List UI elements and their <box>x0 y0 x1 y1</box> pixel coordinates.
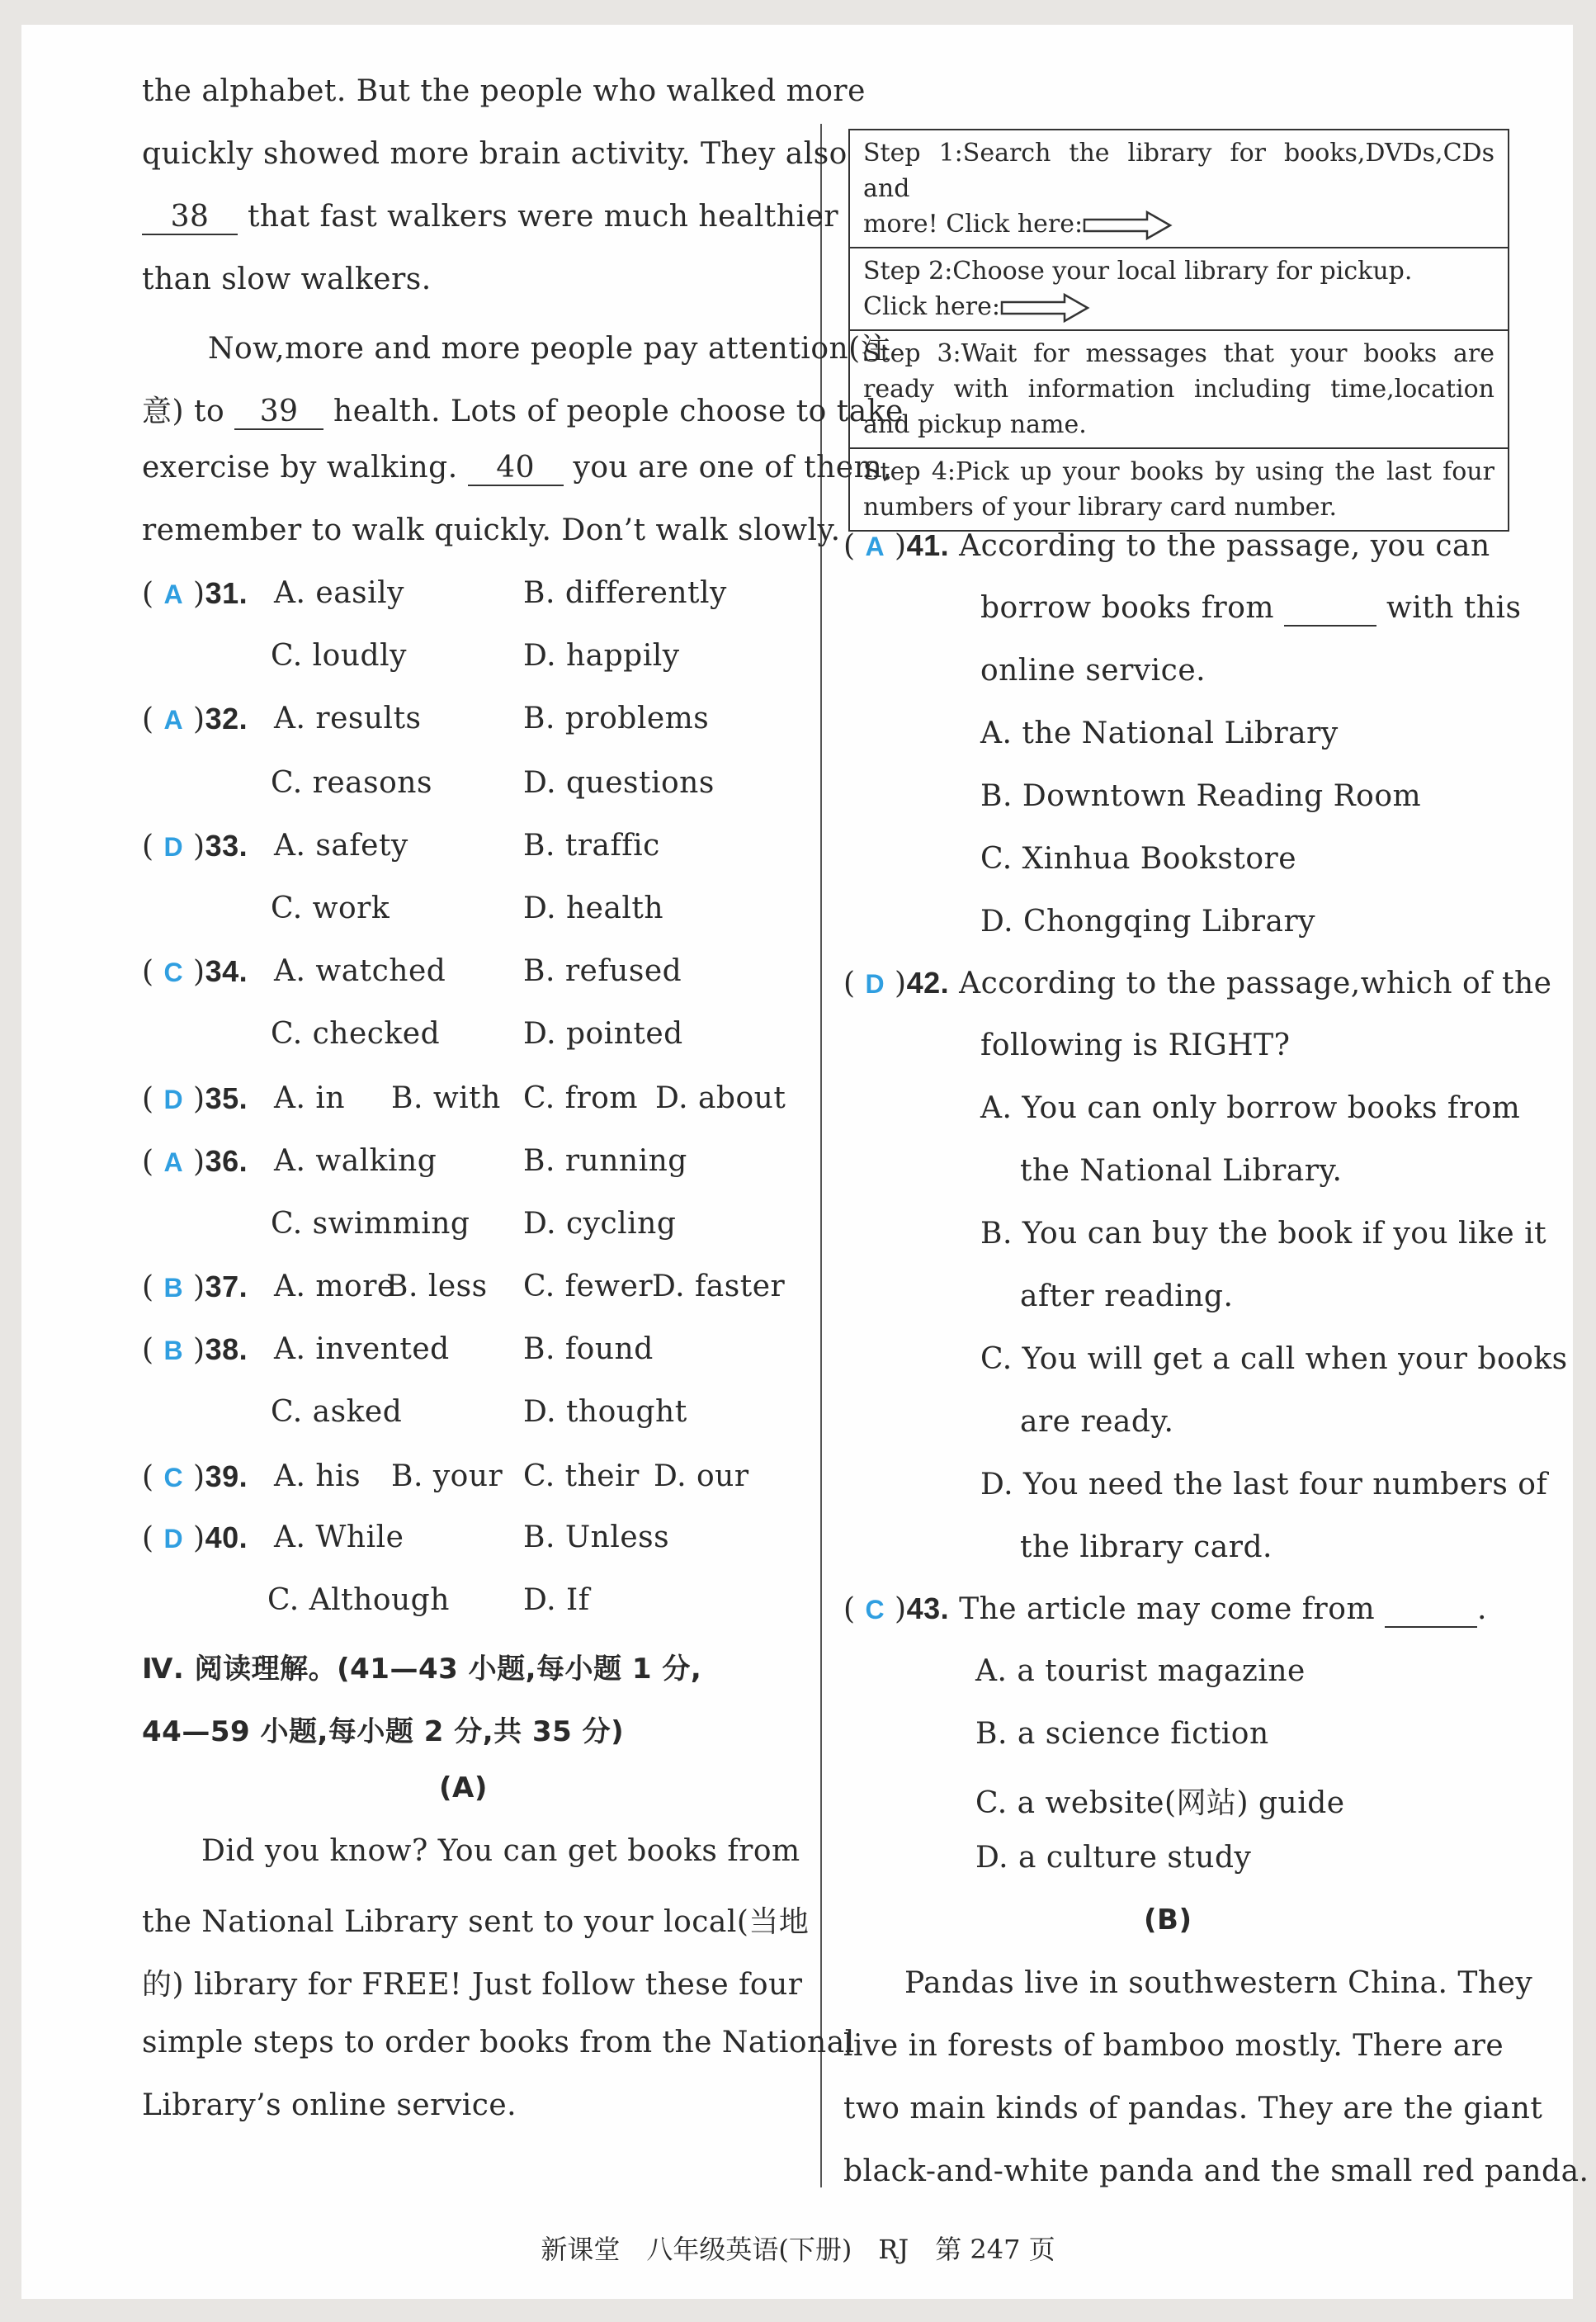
passage-line: the National Library sent to your local(当地 <box>142 1905 810 1939</box>
step-row: Step 1:Search the library for books,DVDs,CDs and more! Click here: <box>850 130 1508 248</box>
option: A. While <box>274 1520 404 1554</box>
page-footer: 新课堂 八年级英语(下册) RJ 第 247 页 <box>541 2234 1055 2265</box>
option: B. your <box>391 1459 503 1493</box>
answer-mark: C <box>163 958 184 987</box>
option: C. loudly <box>271 639 407 673</box>
answer-mark: B <box>163 1336 184 1365</box>
answer-mark: A <box>163 1147 184 1177</box>
option: B. with <box>391 1081 501 1115</box>
blank-40: 40 <box>468 453 564 486</box>
option: C. Xinhua Bookstore <box>980 842 1296 876</box>
step-row: Step 4:Pick up your books by using the last four numbers of your library card number. <box>863 457 1494 522</box>
option: C. from <box>523 1081 638 1115</box>
option: D. Chongqing Library <box>980 905 1316 939</box>
option: D. You need the last four numbers of <box>980 1468 1548 1501</box>
option: A. the National Library <box>980 716 1339 750</box>
option: are ready. <box>1020 1405 1174 1439</box>
option: D. faster <box>652 1270 786 1303</box>
worksheet-page <box>21 25 1589 2299</box>
option: D. pointed <box>523 1017 683 1051</box>
option: D. about <box>655 1081 786 1115</box>
option: C. You will get a call when your books <box>980 1342 1568 1376</box>
option: A. in <box>274 1081 346 1115</box>
passage-line: Pandas live in southwestern China. They <box>904 1966 1533 2000</box>
question-34: ( C )34. <box>142 954 248 989</box>
option: C. reasons <box>271 766 432 800</box>
question-stem: borrow books from with this <box>980 591 1522 625</box>
question-32: ( A )32. <box>142 702 248 736</box>
answer-mark: A <box>163 579 184 609</box>
answer-mark: D <box>163 1524 184 1554</box>
arrow-right-icon[interactable] <box>1083 209 1173 242</box>
section-heading: 44—59 小题,每小题 2 分,共 35 分) <box>142 1715 625 1748</box>
answer-mark: A <box>163 705 184 735</box>
option: B. problems <box>523 702 710 735</box>
answer-mark: C <box>163 1463 184 1492</box>
option: A. You can only borrow books from <box>980 1091 1521 1125</box>
passage-line: two main kinds of pandas. They are the giant <box>843 2092 1543 2126</box>
option: B. traffic <box>523 829 660 863</box>
option: D. If <box>523 1583 590 1617</box>
passage-line: black-and-white panda and the small red panda. <box>843 2154 1589 2188</box>
passage-line: simple steps to order books from the National <box>142 2026 855 2060</box>
option: C. fewer <box>523 1270 654 1303</box>
passage-line: Did you know? You can get books from <box>201 1834 800 1868</box>
option: B. differently <box>523 576 727 610</box>
question-36: ( A )36. <box>142 1144 248 1179</box>
option: C. a website(网站) guide <box>975 1786 1345 1820</box>
option: B. Unless <box>523 1520 670 1554</box>
option: C. work <box>271 891 390 925</box>
option: C. their <box>523 1459 640 1493</box>
answer-mark: C <box>865 1595 885 1624</box>
question-31: ( A )31. <box>142 576 248 611</box>
passage-label: (B) <box>1144 1903 1192 1937</box>
option: A. invented <box>274 1332 450 1366</box>
passage-line: Library’s online service. <box>142 2088 517 2122</box>
option: B. a science fiction <box>975 1717 1269 1751</box>
answer-mark: A <box>865 532 885 561</box>
option: B. Downtown Reading Room <box>980 779 1422 813</box>
question-38: ( B )38. <box>142 1332 248 1367</box>
option: A. safety <box>274 829 408 863</box>
option: A. easily <box>274 576 404 610</box>
answer-mark: B <box>163 1273 184 1303</box>
option: A. walking <box>274 1144 437 1178</box>
option: C. asked <box>271 1395 403 1429</box>
question-40: ( D )40. <box>142 1520 248 1555</box>
option: after reading. <box>1020 1279 1234 1313</box>
question-41: ( A )41. According to the passage, you can <box>843 528 1490 563</box>
section-heading: Ⅳ. 阅读理解。(41—43 小题,每小题 1 分, <box>142 1653 702 1686</box>
option: D. our <box>654 1459 749 1493</box>
option: A. watched <box>274 954 446 988</box>
question-39: ( C )39. <box>142 1459 248 1494</box>
answer-mark: D <box>163 832 184 862</box>
question-35: ( D )35. <box>142 1081 248 1116</box>
option: D. thought <box>523 1395 687 1429</box>
option: B. You can buy the book if you like it <box>980 1217 1547 1251</box>
blank-38: 38 <box>142 202 238 235</box>
option: C. swimming <box>271 1207 470 1241</box>
option: B. running <box>523 1144 687 1178</box>
question-42: ( D )42. According to the passage,which of the <box>843 966 1552 1000</box>
question-stem: online service. <box>980 654 1206 688</box>
option: D. cycling <box>523 1207 677 1241</box>
option: A. his <box>274 1459 361 1493</box>
option: B. found <box>523 1332 654 1366</box>
passage-line: quickly showed more brain activity. They also <box>142 137 848 171</box>
passage-line: exercise by walking. 40 you are one of them, <box>142 451 893 485</box>
question-37: ( B )37. <box>142 1270 248 1304</box>
passage-line: the alphabet. But the people who walked more <box>142 74 866 108</box>
option: B. refused <box>523 954 682 988</box>
option: A. results <box>274 702 422 735</box>
question-43: ( C )43. The article may come from . <box>843 1591 1487 1626</box>
option: D. questions <box>523 766 715 800</box>
option: the National Library. <box>1020 1154 1343 1188</box>
option: A. more <box>274 1270 395 1303</box>
passage-line: 的) library for FREE! Just follow these four <box>142 1968 803 2002</box>
passage-line: remember to walk quickly. Don’t walk slowly. <box>142 513 841 547</box>
option: C. checked <box>271 1017 441 1051</box>
blank-39: 39 <box>234 397 323 430</box>
arrow-right-icon[interactable] <box>1000 291 1091 324</box>
option: B. less <box>386 1270 488 1303</box>
option: D. a culture study <box>975 1841 1252 1875</box>
column-divider <box>820 124 822 2187</box>
passage-line: 38 that fast walkers were much healthier <box>142 200 838 235</box>
passage-line: 意) to 39 health. Lots of people choose to take <box>142 395 904 428</box>
question-33: ( D )33. <box>142 829 248 863</box>
step-row: Step 3:Wait for messages that your books are ready with information including time,location and pickup name. <box>850 331 1508 449</box>
option: D. happily <box>523 639 680 673</box>
question-stem: following is RIGHT? <box>980 1029 1291 1062</box>
option: C. Although <box>267 1583 450 1617</box>
passage-line: than slow walkers. <box>142 262 432 296</box>
answer-mark: D <box>865 969 885 999</box>
passage-label: (A) <box>439 1771 488 1804</box>
option: the library card. <box>1020 1530 1273 1564</box>
option: A. a tourist magazine <box>975 1654 1306 1688</box>
option: D. health <box>523 891 664 925</box>
passage-line: Now,more and more people pay attention(注 <box>208 332 891 366</box>
step-row: Step 2:Choose your local library for pickup. Click here: <box>850 248 1508 331</box>
steps-table <box>848 129 1509 532</box>
passage-line: live in forests of bamboo mostly. There are <box>843 2029 1504 2063</box>
answer-mark: D <box>163 1085 184 1114</box>
